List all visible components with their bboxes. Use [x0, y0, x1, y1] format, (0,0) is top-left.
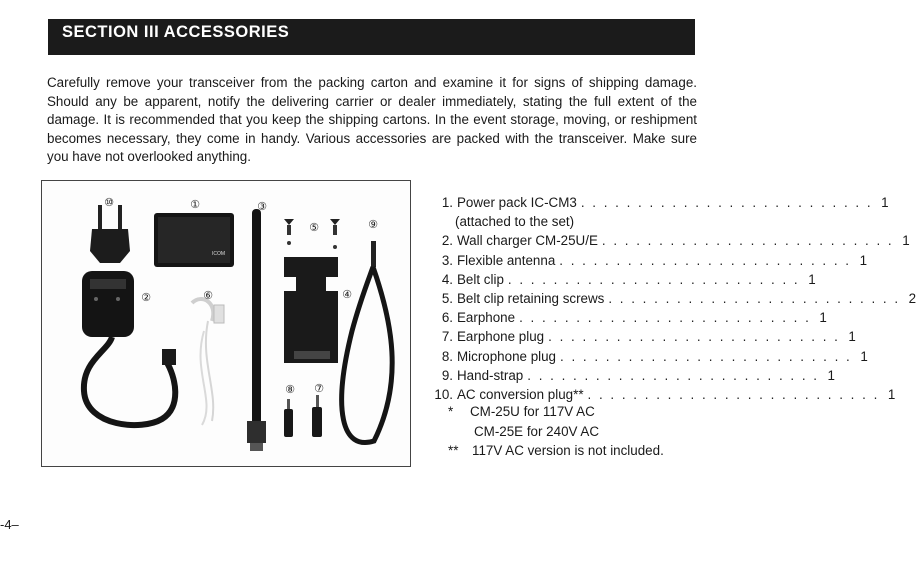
footnote-text: CM-25E for 240V AC	[474, 423, 600, 439]
item-name: Belt clip	[457, 271, 504, 287]
callout-2: ②	[141, 292, 151, 304]
item-name: Earphone	[457, 310, 516, 326]
footnotes	[448, 402, 698, 461]
list-item	[423, 270, 816, 289]
page-number: -4–	[0, 517, 19, 532]
leader-dots: . . . . . . . . . . . . . . . . . . . . . . . . . .	[519, 310, 811, 326]
callout-10: ⑩	[104, 197, 114, 209]
item-name: Microphone plug	[457, 348, 557, 364]
microphone-plug-image	[284, 399, 293, 437]
list-item	[423, 327, 856, 346]
leader-dots: . . . . . . . . . . . . . . . . . . . . . . . . . .	[587, 387, 880, 403]
belt-clip-image	[284, 257, 338, 363]
item-quantity: 1	[819, 310, 827, 326]
list-item-note: (attached to the set)	[455, 214, 575, 230]
leader-dots: . . . . . . . . . . . . . . . . . . . . . . . . . .	[527, 367, 819, 383]
intro-paragraph: Carefully remove your transceiver from the packing carton and examine it for signs of shipping damage. Should any be apparent, notify the delivering carrier or dealer immediately, stating the full extent of the damage. It is recommended that you keep the shipping cartons. In the event storage, moving, or reshipment becomes necessary, they come in handy. Various accessories are packed with the transceiver. Make sure you have not overlooked anything.	[47, 75, 697, 164]
footnote-single	[448, 402, 698, 422]
item-name: Belt clip retaining screws	[457, 291, 605, 307]
item-quantity: 1	[860, 348, 868, 364]
callout-3: ③	[257, 201, 267, 213]
list-item	[423, 308, 827, 327]
leader-dots: . . . . . . . . . . . . . . . . . . . . . . . . . .	[548, 329, 840, 345]
earphone-plug-image	[312, 395, 322, 437]
callout-6: ⑥	[203, 290, 213, 302]
leader-dots: . . . . . . . . . . . . . . . . . . . . . . . . . .	[580, 195, 873, 210]
accessories-list	[423, 193, 916, 404]
item-quantity: 1	[827, 367, 835, 383]
callout-9: ⑨	[368, 219, 378, 231]
item-number: 2.	[441, 233, 453, 249]
callout-1: ①	[190, 199, 200, 211]
item-number: 3.	[441, 252, 453, 268]
list-item	[423, 366, 835, 385]
item-name: Hand-strap	[457, 367, 524, 383]
item-name: Power pack IC-CM3	[457, 195, 577, 210]
flexible-antenna-image	[247, 209, 266, 451]
callout-5: ⑤	[309, 222, 319, 234]
item-quantity: 2	[908, 291, 916, 307]
list-item	[423, 193, 889, 212]
item-number: 10.	[434, 387, 453, 403]
item-number: 7.	[441, 329, 453, 345]
item-number: 5.	[441, 291, 453, 307]
leader-dots: . . . . . . . . . . . . . . . . . . . . . . . . . .	[559, 252, 852, 268]
accessories-photo	[41, 180, 411, 467]
leader-dots: . . . . . . . . . . . . . . . . . . . . . . . . . .	[601, 233, 894, 249]
list-item	[423, 347, 868, 366]
footnote-marker: **	[448, 443, 459, 458]
footnote-double	[448, 441, 698, 461]
footnote-text: CM-25U for 117V AC	[470, 404, 595, 419]
item-number: 9.	[441, 367, 453, 383]
item-name: Earphone plug	[457, 329, 545, 345]
section-title: SECTION III ACCESSORIES	[62, 23, 290, 41]
list-item	[423, 231, 910, 250]
item-quantity: 1	[848, 329, 856, 345]
leader-dots: . . . . . . . . . . . . . . . . . . . . . . . . . .	[507, 271, 800, 287]
section-header-bar	[48, 19, 695, 55]
callout-4: ④	[342, 289, 352, 301]
wall-charger-image	[82, 271, 176, 425]
hand-strap-image	[342, 241, 393, 443]
leader-dots: . . . . . . . . . . . . . . . . . . . . . . . . . .	[608, 291, 901, 307]
footnote-marker: *	[448, 404, 454, 419]
item-name: Wall charger CM-25U/E	[457, 233, 598, 249]
earphone-image	[192, 299, 224, 425]
item-number: 4.	[441, 271, 453, 287]
accessories-illustration	[42, 181, 410, 466]
item-name: Flexible antenna	[457, 252, 556, 268]
item-number: 1.	[441, 195, 453, 210]
leader-dots: . . . . . . . . . . . . . . . . . . . . . . . . . .	[560, 348, 852, 364]
charger-brand-label: ICOM	[212, 251, 226, 257]
footnote-text: 117V AC version is not included.	[472, 443, 664, 458]
item-quantity: 1	[859, 252, 868, 268]
item-quantity: 1	[881, 195, 889, 210]
item-number: 8.	[441, 348, 453, 364]
ac-conversion-plug-image	[90, 205, 130, 263]
list-item	[423, 289, 916, 308]
callout-7: ⑦	[314, 383, 324, 395]
item-quantity: 1	[902, 233, 910, 249]
power-pack-image	[154, 213, 234, 267]
item-quantity: 1	[887, 387, 896, 403]
item-name: AC conversion plug**	[457, 387, 584, 403]
item-quantity: 1	[808, 271, 816, 287]
item-number: 6.	[441, 310, 453, 326]
list-item	[423, 251, 868, 270]
callout-8: ⑧	[285, 384, 295, 396]
